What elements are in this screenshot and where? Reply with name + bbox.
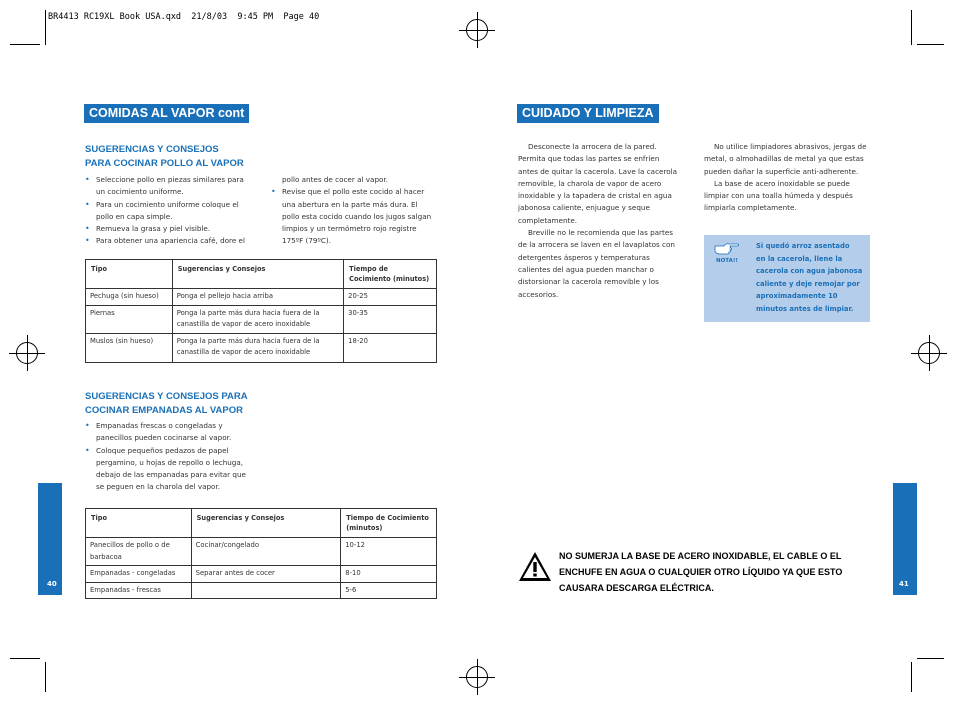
registration-mark-right [918,342,940,364]
crop-mark [45,10,46,45]
table-row [86,305,437,333]
page-number-right: 41 [899,580,909,588]
empanadas-tips [85,420,265,494]
text-line: jabonosa caliente, enjuague y seque [518,203,650,213]
table-row [86,333,437,362]
table-cell: Separar antes de cocer [191,566,341,583]
warning-icon [518,551,552,582]
list-item: • Remueva la grasa y piel visible. [85,223,265,235]
text-line: ENCHUFE EN AGUA O CUALQUIER OTRO LÍQUIDO YA QUE ESTO [559,567,843,577]
table-row [86,566,437,583]
text-line: Desconecte la arrocera de la pared. [528,142,657,151]
section-heading-empanadas [85,390,248,417]
text-line: No utilice limpiadores abrasivos, jergas de [714,142,867,151]
text-line: caliente y deje remojar por [756,279,860,288]
heading-line: COCINAR EMPANADAS AL VAPOR [85,404,243,416]
table-cell: Ponga la parte más dura hacia fuera de la canastilla de vapor de acero inoxidable [172,333,343,362]
text-line: minutos antes de limpiar. [756,304,854,313]
list-item: • Coloque pequeños pedazos de papel [85,445,265,457]
list-item: limpios y un termómetro rojo registre [282,224,417,234]
table-cell: 18-20 [344,333,437,362]
table-header: Tipo [86,509,192,538]
table-cell: 8-10 [341,566,437,583]
cleaning-col2 [704,141,876,215]
text-line: limpiarla completamente. [704,203,797,213]
table-cell: 5-6 [341,582,437,599]
text-line: calientes del agua pueden manchar o [518,264,654,274]
registration-mark-bottom [466,666,488,688]
section-heading-pollo [85,143,244,170]
list-item: un cocimiento uniforme. [96,187,184,197]
list-item: se peguen en la charola del vapor. [96,482,221,492]
pointing-hand-icon [714,242,740,256]
list-item: • Seleccione pollo en piezas similares para [85,174,265,186]
text-line: metal, o almohadillas de metal ya que estas [704,154,864,164]
table-header-row [86,509,437,538]
text-line: aproximadamente 10 [756,292,838,301]
page-title-cuidado: CUIDADO Y LIMPIEZA [517,104,659,123]
pollo-table [85,259,437,363]
print-slug: BR4413 RC19XL Book USA.qxd 21/8/03 9:45 PM Page 40 [48,12,320,22]
table-cell: 20-25 [344,289,437,306]
text-line: en la cacerola, llene la [756,254,843,263]
page-title-comidas: COMIDAS AL VAPOR cont [84,104,249,123]
text-line: NO SUMERJA LA BASE DE ACERO INOXIDABLE, EL CABLE O EL [559,551,842,561]
empanadas-table [85,508,437,599]
table-cell: Empanadas - frescas [86,582,192,599]
table-cell: Ponga el pellejo hacia arriba [172,289,343,306]
page-tab-right [893,483,917,595]
table-cell: 30-35 [344,305,437,333]
heading-line: SUGERENCIAS Y CONSEJOS PARA [85,391,248,402]
registration-mark-left [16,342,38,364]
page-number-left: 40 [47,580,57,588]
crop-mark [45,662,46,692]
table-header: Tipo [86,260,173,289]
text-line: inoxidable y la tapadera de cristal en agua [518,191,672,201]
cleaning-col1 [518,141,698,301]
list-item: • Empanadas frescas o congeladas y [85,420,265,432]
text-line: completamente. [518,215,578,225]
crop-mark [911,662,912,692]
table-row [86,538,437,566]
nota-text [756,240,862,316]
nota-label: NOTA!! [716,258,738,264]
list-item: una abertura en la parte más dura. El [282,199,418,209]
table-cell: Pechuga (sin hueso) [86,289,173,306]
text-line: detergentes ásperos y temperaturas [518,252,650,262]
table-header-row [86,260,437,289]
text-line: La base de acero inoxidable se puede [714,178,850,188]
table-header: Sugerencias y Consejos [191,509,341,538]
table-row [86,289,437,306]
list-item: • Para un cocimiento uniforme coloque el [85,199,265,211]
table-cell: Empanadas - congeladas [86,566,192,583]
heading-line: SUGERENCIAS Y CONSEJOS [85,144,219,155]
list-item: pollo antes de cocer al vapor. [282,175,388,184]
crop-mark [917,658,944,659]
list-item: pollo en capa simple. [96,211,173,221]
table-header: Sugerencias y Consejos [172,260,343,289]
crop-mark [911,10,912,45]
table-header: Tiempo de Cocimiento (minutos) [344,260,437,289]
page-tab-left [38,483,62,595]
registration-mark-top [466,19,488,41]
text-line: antes de quitar la cacerola. Lave la cacerola [518,166,678,176]
table-cell: Panecillos de pollo o de barbacoa [86,538,192,566]
table-cell: 10-12 [341,538,437,566]
text-line: limpiar con una toalla húmeda y después [704,191,853,201]
table-cell: Ponga la parte más dura hacia fuera de la canastilla de vapor de acero inoxidable [172,305,343,333]
list-item: • Revise que el pollo este cocido al hacer [271,186,446,198]
text-line: Permita que todas las partes se enfríen [518,154,660,164]
electrical-warning [559,548,842,596]
text-line: distorsionar la cacerola removible y los [518,277,659,287]
crop-mark [10,658,40,659]
table-row [86,582,437,599]
list-item: pollo esta cocido cuando los jugos salgan [282,211,432,221]
list-item: 175ºF (79ºC). [282,236,331,246]
table-cell: Cocinar/congelado [191,538,341,566]
text-line: cacerola con agua jabonosa [756,267,863,276]
table-cell [191,582,341,599]
text-line: removible, la charola de vapor de acero [518,178,662,188]
list-item: pergamino, u hojas de repollo o lechuga, [96,457,244,467]
text-line: CAUSARA DESCARGA ELÉCTRICA. [559,583,714,593]
crop-mark [10,44,40,45]
list-item: debajo de las empanadas para evitar que [96,470,246,480]
text-line: Si quedó arroz asentado [756,242,850,250]
text-line: pueden dañar la superficie anti-adherente. [704,166,859,176]
heading-line: PARA COCINAR POLLO AL VAPOR [85,157,244,169]
list-item: • Para obtener una apariencia café, dore el [85,235,265,247]
table-cell: Piernas [86,305,173,333]
pollo-tips-col1 [85,174,265,248]
list-item: panecillos pueden cocinarse al vapor. [96,433,232,443]
text-line: Breville no le recomienda que las partes [528,228,673,238]
pollo-tips-col2 [271,174,446,248]
text-line: de la arrocera se laven en el lavaplatos con [518,240,675,250]
crop-mark [917,44,944,45]
table-cell: Muslos (sin hueso) [86,333,173,362]
table-header: Tiempo de Cocimiento (minutos) [341,509,437,538]
text-line: accesorios. [518,289,559,299]
